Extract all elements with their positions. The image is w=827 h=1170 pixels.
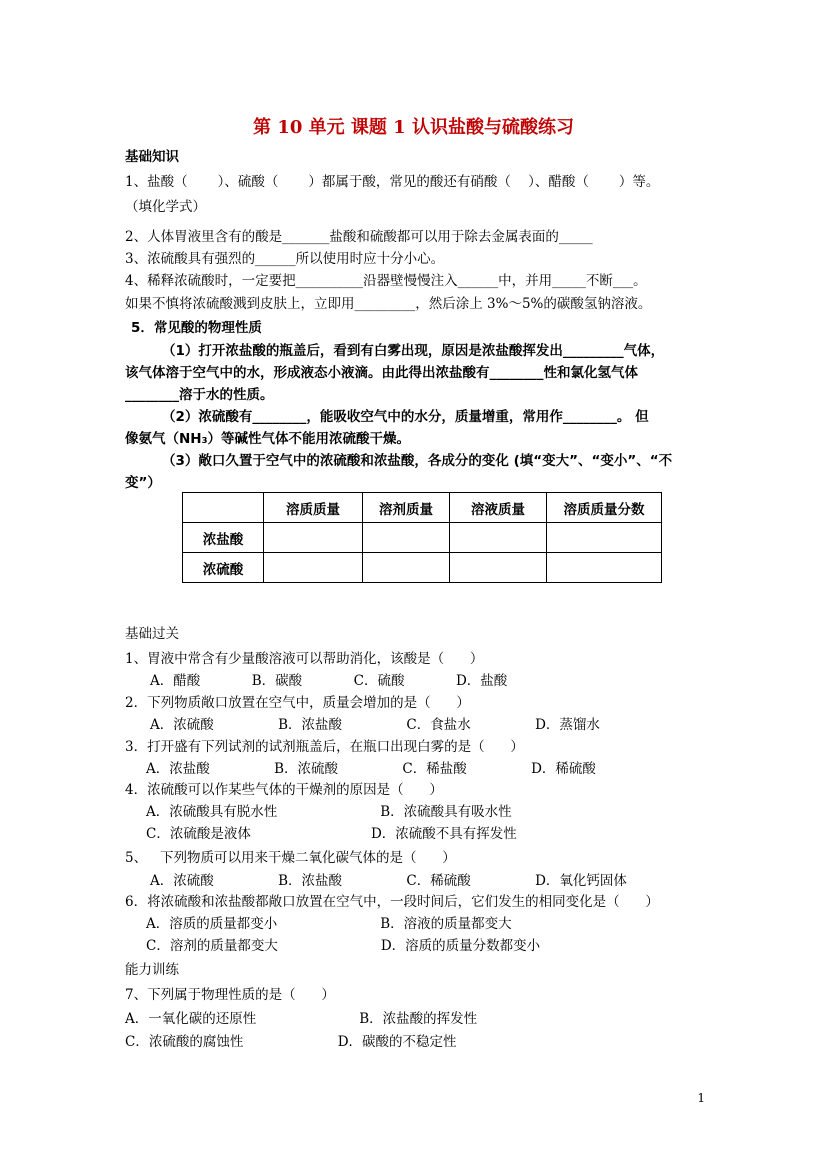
question-1: 1、盐酸（ ）、硫酸（ ）都属于酸，常见的酸还有硝酸（ ）、醋酸（ ）等。 bbox=[125, 174, 660, 190]
question-1-note: （填化学式） bbox=[125, 199, 206, 215]
practice-6: 6．将浓硫酸和浓盐酸都敞口放置在空气中，一段时间后，它们发生的相同变化是（ ） bbox=[125, 894, 659, 910]
question-5-1: （1）打开浓盐酸的瓶盖后，看到有白雾出现，原因是浓盐酸挥发出_________气体， bbox=[162, 343, 665, 359]
question-5-1-cont: 该气体溶于空气中的水，形成液态小液滴。由此得出浓盐酸有________性和氯化氢气体 bbox=[125, 365, 638, 381]
practice-4-options-1: A．浓硫酸具有脱水性 B．浓硫酸具有吸水性 bbox=[146, 804, 512, 820]
question-4-cont: 如果不慎将浓硫酸溅到皮肤上，立即用_________，然后涂上 3%～5%的碳酸氢钠溶液。 bbox=[125, 296, 652, 312]
table-header-cell: 溶质质量 bbox=[264, 493, 363, 523]
practice-2-options: A．浓硫酸 B．浓盐酸 C．食盐水 D．蒸馏水 bbox=[150, 717, 600, 733]
table-cell bbox=[264, 553, 363, 583]
table-cell bbox=[547, 523, 662, 553]
practice-4: 4．浓硫酸可以作某些气体的干燥剂的原因是（ ） bbox=[125, 782, 443, 798]
table-row-label: 浓盐酸 bbox=[183, 523, 264, 553]
table-header-cell bbox=[183, 493, 264, 523]
question-5-3-cont: 变”） bbox=[125, 475, 161, 491]
practice-1: 1、胃液中常含有少量酸溶液可以帮助消化，该酸是（ ） bbox=[125, 651, 484, 667]
table-cell bbox=[363, 523, 450, 553]
question-5-3: （3）敞口久置于空气中的浓硫酸和浓盐酸，各成分的变化 (填“变大”、“变小”、“不 bbox=[162, 453, 673, 469]
table-cell bbox=[547, 553, 662, 583]
table-header-cell: 溶剂质量 bbox=[363, 493, 450, 523]
table-row-label: 浓硫酸 bbox=[183, 553, 264, 583]
properties-table bbox=[182, 492, 662, 583]
table-row bbox=[183, 523, 662, 553]
table-cell bbox=[450, 523, 547, 553]
table-header-row bbox=[183, 493, 662, 523]
table-cell bbox=[264, 523, 363, 553]
table-cell bbox=[363, 553, 450, 583]
practice-7: 7、下列属于物理性质的是（ ） bbox=[125, 987, 335, 1003]
table-row bbox=[183, 553, 662, 583]
practice-7-options-1: A．一氧化碳的还原性 B．浓盐酸的挥发性 bbox=[125, 1011, 478, 1027]
practice-3: 3．打开盛有下列试剂的试剂瓶盖后，在瓶口出现白雾的是（ ） bbox=[125, 739, 524, 755]
table-header-cell: 溶液质量 bbox=[450, 493, 547, 523]
practice-4-options-2: C．浓硫酸是液体 D．浓硫酸不具有挥发性 bbox=[146, 826, 517, 842]
practice-5-options: A．浓硫酸 B．浓盐酸 C．稀硫酸 D．氧化钙固体 bbox=[150, 873, 627, 889]
section-heading-pass: 基础过关 bbox=[125, 626, 179, 642]
section-heading-basic: 基础知识 bbox=[125, 149, 179, 165]
question-3: 3、浓硫酸具有强烈的______所以使用时应十分小心。 bbox=[125, 251, 445, 267]
practice-5: 5、 下列物质可以用来干燥二氧化碳气体的是（ ） bbox=[125, 850, 456, 866]
practice-1-options: A．醋酸 B．碳酸 C．硫酸 D．盐酸 bbox=[150, 673, 508, 689]
page-number: 1 bbox=[697, 1091, 705, 1105]
practice-3-options: A．浓盐酸 B．浓硫酸 C．稀盐酸 D．稀硫酸 bbox=[146, 761, 596, 777]
question-5-1-cont2: ________溶于水的性质。 bbox=[125, 387, 274, 403]
question-5-2: （2）浓硫酸有________，能吸收空气中的水分，质量增重，常用作________。 但 bbox=[162, 409, 649, 425]
practice-6-options-1: A．溶质的质量都变小 B．溶液的质量都变大 bbox=[146, 916, 512, 932]
question-2: 2、人体胃液里含有的酸是_______盐酸和硫酸都可以用于除去金属表面的_____ bbox=[125, 229, 593, 245]
table-header-cell: 溶质质量分数 bbox=[547, 493, 662, 523]
practice-7-options-2: C．浓硫酸的腐蚀性 D．碳酸的不稳定性 bbox=[125, 1034, 457, 1050]
section-heading-ability: 能力训练 bbox=[125, 962, 179, 978]
question-5-2-cont: 像氨气（NH₃）等碱性气体不能用浓硫酸干燥。 bbox=[125, 431, 411, 447]
practice-6-options-2: C．溶剂的质量都变大 D．溶质的质量分数都变小 bbox=[146, 938, 541, 954]
practice-2: 2．下列物质敞口放置在空气中，质量会增加的是（ ） bbox=[125, 695, 470, 711]
question-4: 4、稀释浓硫酸时，一定要把__________沿器壁慢慢注入______中，并用_____不断___。 bbox=[125, 273, 647, 289]
page-title: 第 10 单元 课题 1 认识盐酸与硫酸练习 bbox=[253, 117, 574, 138]
table-cell bbox=[450, 553, 547, 583]
question-5-heading: 5．常见酸的物理性质 bbox=[131, 320, 262, 336]
